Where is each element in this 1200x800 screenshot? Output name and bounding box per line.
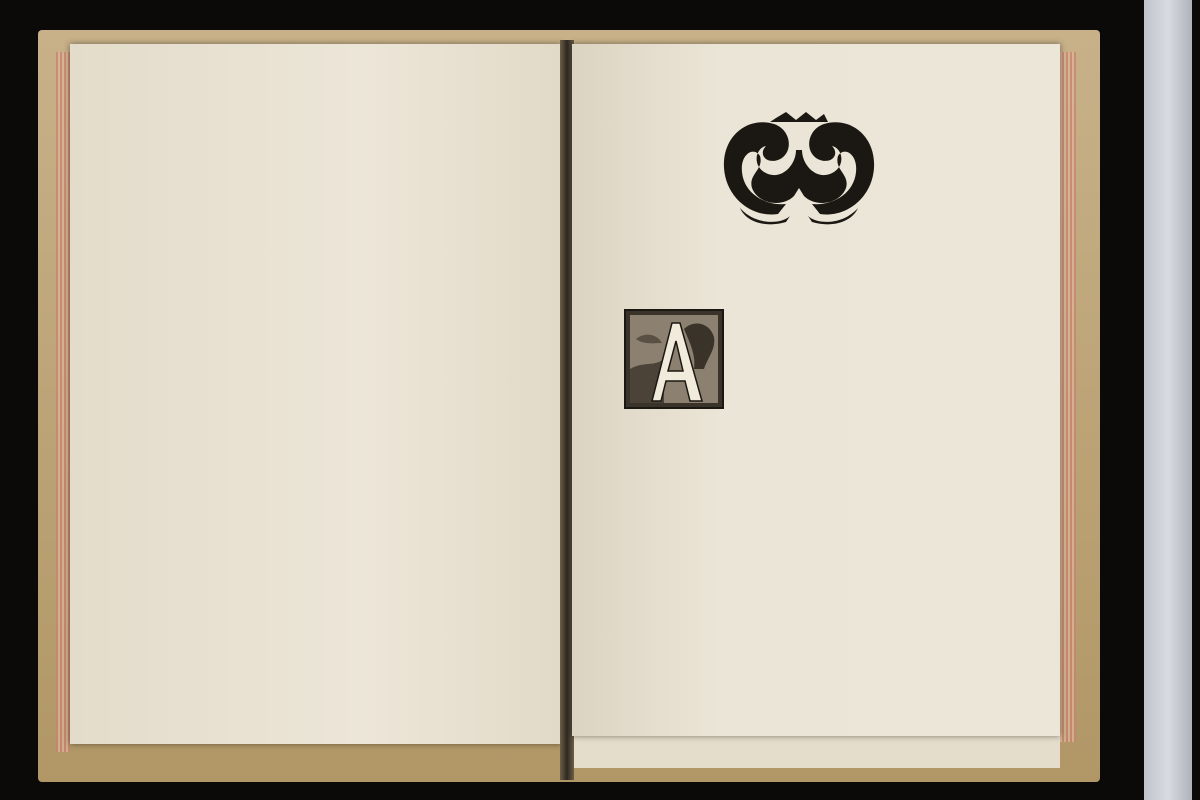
woodcut-initial-icon <box>624 309 724 409</box>
left-page-edges <box>56 52 70 752</box>
right-page-edges <box>1060 52 1076 742</box>
measuring-ruler <box>1144 0 1192 800</box>
headpiece-ornament-icon <box>716 110 882 226</box>
left-page <box>70 44 562 744</box>
